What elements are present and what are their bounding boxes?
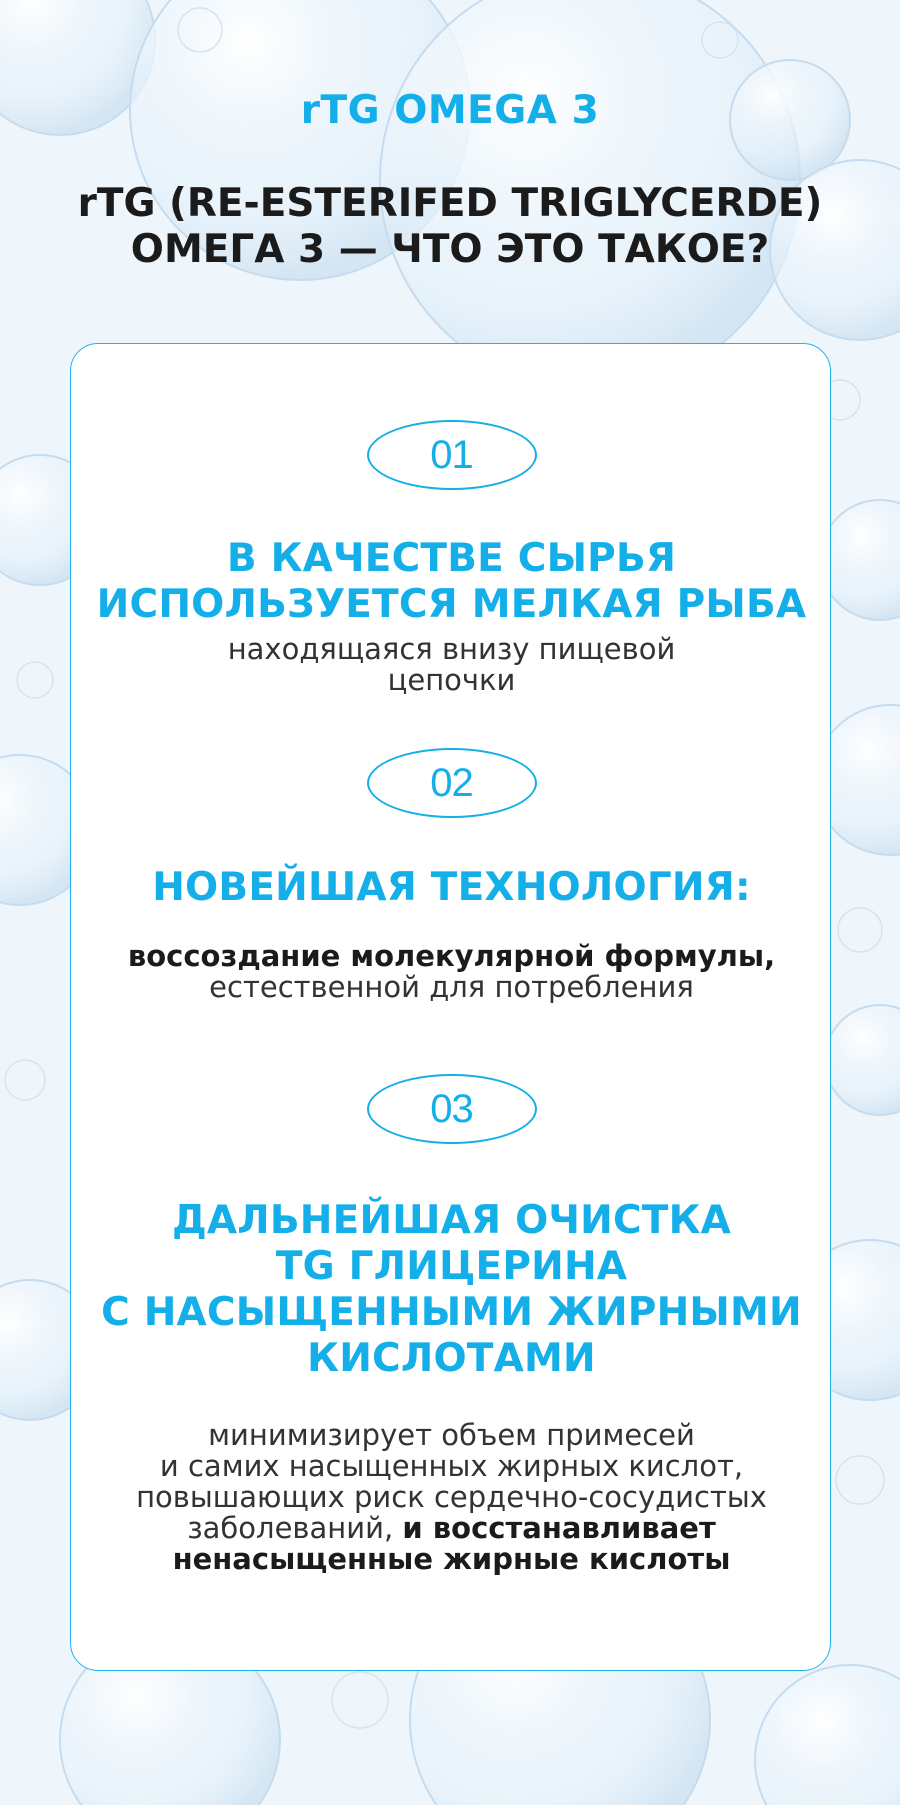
step-title xyxy=(71,1198,832,1382)
page-header xyxy=(0,88,900,273)
bubble xyxy=(820,500,900,620)
step-02 xyxy=(71,748,832,1003)
bubble xyxy=(838,908,882,952)
step-title-line: КИСЛОТАМИ xyxy=(307,1336,596,1381)
product-kicker: rTG OMEGA 3 xyxy=(300,88,600,133)
bubble xyxy=(836,1456,884,1504)
step-description-line: минимизирует объем примесей xyxy=(208,1418,695,1452)
step-description-line: цепочки xyxy=(387,663,516,697)
step-number-badge: 03 xyxy=(367,1074,537,1144)
step-description-emphasis: ненасыщенные жирные кислоты xyxy=(172,1542,731,1576)
step-title-line: НОВЕЙШАЯ ТЕХНОЛОГИЯ: xyxy=(152,865,751,910)
step-description-line xyxy=(71,1513,832,1544)
page-title-line: rTG (RE-ESTERIFED TRIGLYCERDE) xyxy=(77,181,823,226)
step-description-line xyxy=(71,1544,832,1575)
page-title-line: ОМЕГА 3 — ЧТО ЭТО ТАКОЕ? xyxy=(130,227,770,272)
step-description-emphasis: воссоздание молекулярной формулы, xyxy=(127,939,776,973)
step-title-line: TG ГЛИЦЕРИНА xyxy=(275,1244,628,1289)
bubble xyxy=(825,1005,900,1115)
step-description xyxy=(71,634,832,696)
step-description-line: естественной для потребления xyxy=(209,970,694,1004)
step-number-badge: 01 xyxy=(367,420,537,490)
bubble xyxy=(17,662,53,698)
step-title-line: В КАЧЕСТВЕ СЫРЬЯ xyxy=(226,536,677,581)
step-description xyxy=(71,941,832,1003)
bubble xyxy=(332,1672,388,1728)
step-01 xyxy=(71,420,832,696)
step-description-line: повышающих риск сердечно-сосудистых xyxy=(136,1480,767,1514)
info-card xyxy=(70,343,831,1671)
step-description-text: заболеваний, xyxy=(187,1511,403,1545)
page-title xyxy=(0,181,900,273)
step-title-line: ИСПОЛЬЗУЕТСЯ МЕЛКАЯ РЫБА xyxy=(96,582,807,627)
step-number-badge: 02 xyxy=(367,748,537,818)
step-title-line: С НАСЫЩЕННЫМИ ЖИРНЫМИ xyxy=(101,1290,802,1335)
step-03 xyxy=(71,1074,832,1575)
step-title xyxy=(71,536,832,628)
step-title xyxy=(71,865,832,911)
step-description-emphasis: и восстанавливает xyxy=(402,1511,716,1545)
step-description-bold-line xyxy=(71,941,832,972)
step-description-line: и самих насыщенных жирных кислот, xyxy=(159,1449,744,1483)
bubble xyxy=(5,1060,45,1100)
step-description xyxy=(71,1420,832,1575)
step-description-line: находящаяся внизу пищевой xyxy=(227,632,676,666)
bubble xyxy=(755,1665,900,1805)
step-title-line: ДАЛЬНЕЙШАЯ ОЧИСТКА xyxy=(171,1198,732,1243)
